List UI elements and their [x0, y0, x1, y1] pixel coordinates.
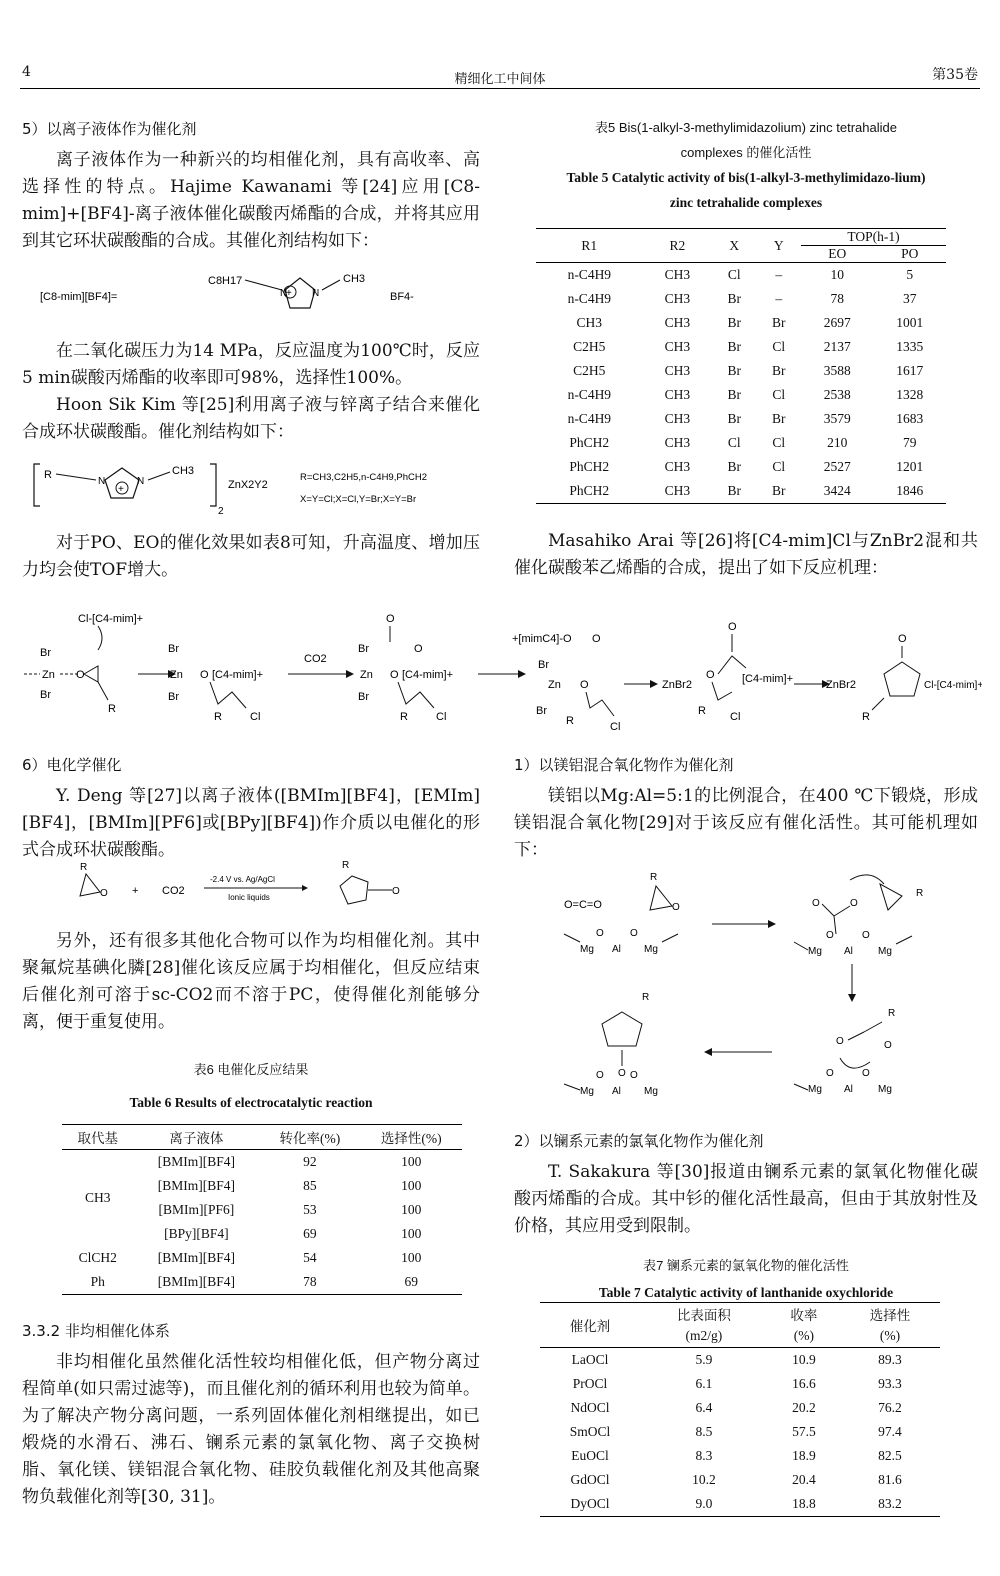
table-cell: – — [775, 291, 783, 306]
left-column-top — [22, 116, 480, 255]
table-cell: 3588 — [823, 363, 851, 378]
table-group-cell: CH3 — [62, 1150, 134, 1247]
table-cell: 18.8 — [768, 1492, 840, 1517]
table-cell: 2137 — [823, 339, 851, 354]
table-row — [540, 1396, 940, 1420]
mech-o: O — [728, 621, 737, 633]
mech-cl: Cl — [436, 711, 447, 723]
table-cell: 1846 — [874, 479, 946, 504]
table6-caption — [22, 1060, 480, 1112]
mech-o: O — [898, 633, 907, 645]
table-cell: LaOCl — [540, 1348, 640, 1373]
table-cell: [BPy][BF4] — [164, 1226, 229, 1241]
structure-c8mim-bf4 — [30, 262, 470, 322]
table-header-cell: 取代基 — [62, 1125, 134, 1150]
table-row — [536, 431, 946, 455]
svg-text:N: N — [98, 476, 106, 487]
table-cell: 18.9 — [792, 1448, 816, 1463]
section-5-heading: 5）以离子液体作为催化剂 — [22, 120, 197, 138]
ec-plus: + — [132, 885, 139, 897]
ec-condition-bottom: Ionic liquids — [228, 893, 270, 902]
table-cell: 82.5 — [878, 1448, 902, 1463]
table-cell: Br — [727, 339, 742, 354]
table-cell: 6.4 — [695, 1400, 713, 1415]
table-cell: 93.3 — [878, 1376, 902, 1391]
mg-mg: Mg — [878, 1084, 892, 1095]
table-cell: CH3 — [643, 263, 712, 288]
mg-o: O — [596, 928, 604, 939]
table-cell: Br — [727, 315, 742, 330]
table-cell: 81.6 — [878, 1472, 902, 1487]
svg-text:N: N — [312, 288, 320, 299]
structure-zinc-complex — [30, 456, 480, 520]
table-row — [540, 1444, 940, 1468]
table-cell: Cl — [712, 263, 757, 288]
section-1-heading: 1）以镁铝混合氧化物作为催化剂 — [514, 756, 734, 774]
table-cell: Br — [772, 411, 786, 426]
mg-o: O — [618, 1068, 626, 1079]
table-cell: 10.2 — [692, 1472, 716, 1487]
mech-zn: Zn — [548, 679, 561, 691]
table-cell: Ph — [62, 1270, 134, 1295]
table-row — [536, 287, 946, 311]
mg-o: O — [812, 898, 820, 909]
table-cell: 8.5 — [695, 1424, 713, 1439]
table-row — [62, 1246, 462, 1270]
table-cell: Br — [727, 387, 742, 402]
table-cell: 97.4 — [878, 1424, 902, 1439]
table-cell: 79 — [903, 435, 917, 450]
left-column-p2 — [22, 928, 480, 1036]
table-row — [536, 311, 946, 335]
table-cell: SmOCl — [569, 1424, 611, 1439]
mg-al: Al — [844, 946, 853, 957]
th-top: TOP(h-1) — [801, 229, 946, 246]
table-row — [62, 1150, 462, 1175]
mg-mg: Mg — [580, 944, 594, 955]
table-cell: 1617 — [896, 363, 924, 378]
table-cell: 92 — [259, 1150, 360, 1175]
th-catalyst: 催化剂 — [540, 1303, 640, 1348]
table-cell: 3424 — [801, 479, 873, 504]
structure-def-xy: X=Y=Cl;X=Cl,Y=Br;X=Y=Br — [300, 494, 417, 505]
table-cell: Br — [727, 363, 742, 378]
th-surface-area: 比表面积 — [640, 1303, 768, 1326]
ec-condition-top: -2.4 V vs. Ag/AgCl — [210, 875, 275, 884]
table-header-cell: 转化率(%) — [259, 1125, 360, 1150]
mech-zn: Zn — [360, 669, 373, 681]
table-cell: – — [757, 263, 802, 288]
table-cell: CH3 — [664, 339, 691, 354]
table-cell: 100 — [361, 1150, 462, 1175]
mech-c4mim: [C4-mim]+ — [742, 673, 794, 685]
table-cell: C2H5 — [573, 363, 606, 378]
mech-br: Br — [358, 643, 369, 655]
mech-br: Br — [536, 705, 547, 717]
table-cell: 210 — [827, 435, 848, 450]
table5-caption-en-2: zinc tetrahalide complexes — [669, 195, 823, 210]
table-cell: 53 — [303, 1202, 317, 1217]
table-cell: CH3 — [664, 411, 691, 426]
table-cell: DyOCl — [540, 1492, 640, 1517]
table-row — [536, 479, 946, 504]
th-y: Y — [757, 229, 802, 263]
table-cell: 1683 — [896, 411, 924, 426]
structure-zinc: ZnX2Y2 — [228, 479, 268, 491]
mg-r: R — [888, 1008, 896, 1019]
table-cell: [BMIm][BF4] — [134, 1270, 260, 1295]
structure-anion: BF4- — [390, 291, 414, 303]
table-5 — [536, 228, 946, 504]
th-r2: R2 — [643, 229, 712, 263]
mg-r: R — [642, 992, 650, 1003]
th-surface-area-unit: (m2/g) — [685, 1328, 723, 1343]
section-6-heading: 6）电化学催化 — [22, 756, 122, 774]
mg-mg: Mg — [644, 944, 658, 955]
mg-co2: O=C=O — [564, 899, 602, 911]
table5-caption-cn-1: 表5 Bis(1-alkyl-3-methylimidazolium) zinc tetrahalide — [595, 120, 897, 135]
mech-r: R — [214, 711, 222, 723]
svg-text:N: N — [137, 476, 145, 487]
table-cell: 2538 — [823, 387, 851, 402]
table-cell: 2697 — [823, 315, 851, 330]
left-column-electro — [22, 752, 480, 864]
table-cell: Br — [772, 363, 786, 378]
mech-r: R — [698, 705, 706, 717]
th-r1: R1 — [536, 229, 643, 263]
mg-o: O — [826, 930, 834, 941]
mg-al: Al — [612, 944, 621, 955]
svg-text:+: + — [286, 288, 292, 299]
table-cell: [BMIm][BF4] — [157, 1250, 235, 1265]
table-cell: 2527 — [823, 459, 851, 474]
mg-o: O — [862, 930, 870, 941]
table6-caption-en: Table 6 Results of electrocatalytic reaction — [129, 1095, 373, 1110]
table-6 — [62, 1124, 462, 1295]
mech-o: O — [386, 613, 395, 625]
ec-r: R — [342, 860, 350, 871]
table-cell: PhCH2 — [569, 459, 610, 474]
svg-text:O: O — [100, 888, 108, 899]
mech-znbr2: ZnBr2 — [826, 679, 856, 691]
mg-r: R — [650, 872, 658, 883]
mg-mg: Mg — [808, 1084, 822, 1095]
mg-o: O — [862, 1068, 870, 1079]
journal-title: 精细化工中间体 — [454, 72, 546, 87]
left-column-end — [22, 1318, 480, 1511]
th-selectivity-unit: (%) — [879, 1328, 901, 1343]
table5-caption-en-1: Table 5 Catalytic activity of bis(1-alkyl-3-methylimidazo-lium) — [566, 170, 926, 185]
table-header-cell: 离子液体 — [134, 1125, 260, 1150]
table-cell: n-C4H9 — [567, 411, 612, 426]
table-cell: Br — [727, 291, 742, 306]
right-column-lanthanide — [514, 1128, 978, 1240]
svg-text:N: N — [280, 288, 288, 299]
table-row — [62, 1270, 462, 1295]
table-cell: 9.0 — [640, 1492, 768, 1517]
table-row — [540, 1468, 940, 1492]
paragraph: 非均相催化虽然催化活性较均相催化低，但产物分离过程简单(如只需过滤等)，而且催化剂的循环利用也较为简单。为了解决产物分离问题，一系列固体催化剂相继提出，如已煅烧的水滑石、沸石、镧系元素的氯氧化物、离子交换树脂、氧化镁、镁铝混合氧化物、硅胶负载催化剂及其他高聚物负载催化剂等[30, 31]。 — [22, 1352, 480, 1507]
mg-o: O — [672, 902, 680, 913]
table6-caption-cn: 表6 电催化反应结果 — [193, 1062, 309, 1077]
mech-co2: CO2 — [304, 653, 327, 665]
table-cell: PhCH2 — [569, 435, 610, 450]
table-cell: CH3 — [664, 387, 691, 402]
paragraph: 离子液体作为一种新兴的均相催化剂，具有高收率、高选择性的特点。Hajime Kawanami 等[24]应用[C8-mim]+[BF4]-离子液体催化碳酸丙烯酯的合成，并将其应用到其它环状碳酸酯的合成。其催化剂结构如下： — [22, 150, 480, 251]
mech-zn: Zn — [170, 669, 183, 681]
table-cell: 20.4 — [792, 1472, 816, 1487]
table-cell: CH3 — [643, 479, 712, 504]
mech-catalyst: Cl-[C4-mim]+ — [78, 613, 144, 625]
mech-c4mim: [C4-mim]+ — [212, 669, 264, 681]
mech-r: R — [400, 711, 408, 723]
table-row — [540, 1348, 940, 1373]
table-cell: 100 — [401, 1250, 422, 1265]
table5-caption — [514, 118, 978, 212]
mech-cl: Cl — [610, 721, 621, 733]
svg-text:+: + — [118, 484, 124, 495]
table-cell: 1335 — [896, 339, 924, 354]
mech-o: O — [200, 669, 209, 681]
table-cell: 100 — [401, 1202, 422, 1217]
mech-o: O — [580, 679, 589, 691]
mech-o: O — [414, 643, 423, 655]
th-eo: EO — [828, 246, 847, 261]
paragraph: T. Sakakura 等[30]报道由镧系元素的氯氧化物催化碳酸丙烯酯的合成。其中钐的催化活性最高，但由于其放射性及价格，其应用受到限制。 — [514, 1162, 978, 1236]
table-cell: 83.2 — [840, 1492, 940, 1517]
mech-cl: Cl — [250, 711, 261, 723]
table-cell: CH3 — [664, 435, 691, 450]
table-cell: 20.2 — [792, 1400, 816, 1415]
paragraph: Hoon Sik Kim 等[25]利用离子液与锌离子结合来催化合成环状碳酸酯。催化剂结构如下： — [22, 395, 480, 442]
mg-r: R — [916, 888, 924, 899]
paragraph: Masahiko Arai 等[26]将[C4-mim]Cl与ZnBr2混和共催化碳酸苯乙烯酯的合成，提出了如下反应机理： — [514, 531, 978, 578]
mg-o: O — [826, 1068, 834, 1079]
th-x: X — [712, 229, 757, 263]
table-cell: Br — [712, 479, 757, 504]
table-row — [536, 407, 946, 431]
table-cell: PrOCl — [572, 1376, 608, 1391]
table-row — [540, 1420, 940, 1444]
table-cell: CH3 — [664, 363, 691, 378]
table-cell: Br — [757, 479, 802, 504]
table-cell: n-C4H9 — [567, 387, 612, 402]
electro-svg — [60, 856, 480, 912]
mech-cl: Cl — [730, 711, 741, 723]
mg-o: O — [836, 1036, 844, 1047]
table-cell: [BMIm][PF6] — [158, 1202, 235, 1217]
mech-br: Br — [168, 643, 179, 655]
mg-mg: Mg — [644, 1086, 658, 1097]
table7-caption-cn: 表7 镧系元素的氯氧化物的催化活性 — [643, 1258, 849, 1273]
imidazolium-zinc-structure — [30, 456, 480, 520]
right-column-mid — [514, 752, 978, 864]
table-cell: 69 — [361, 1270, 462, 1295]
table-cell: n-C4H9 — [567, 291, 612, 306]
table-row — [540, 1492, 940, 1517]
mech-br: Br — [538, 659, 549, 671]
paragraph: Y. Deng 等[27]以离子液体([BMIm][BF4]，[EMIm][BF4]，[BMIm][PF6]或[BPy][BF4])作介质以电催化的形式合成环状碳酸酯。 — [22, 786, 480, 860]
left-column-mid — [22, 338, 480, 446]
structure-r: R — [44, 469, 52, 481]
table-cell: 54 — [303, 1250, 317, 1265]
imidazolium-structure-1 — [30, 262, 470, 322]
table-cell: 1201 — [896, 459, 924, 474]
table-cell: [BMIm][BF4] — [134, 1150, 260, 1175]
table7-caption-en: Table 7 Catalytic activity of lanthanide oxychloride — [598, 1285, 894, 1300]
mg-o: O — [850, 898, 858, 909]
th-selectivity: 选择性 — [840, 1303, 940, 1326]
table5-caption-cn-2: complexes 的催化活性 — [680, 145, 812, 160]
table-cell: CH3 — [664, 315, 691, 330]
table-cell: EuOCl — [571, 1448, 609, 1463]
volume-label: 第35卷 — [932, 67, 978, 83]
section-332-heading: 3.3.2 非均相催化体系 — [22, 1322, 170, 1340]
table-cell: NdOCl — [570, 1400, 610, 1415]
table-cell: 89.3 — [840, 1348, 940, 1373]
th-po: PO — [901, 246, 919, 261]
table-cell: Cl — [772, 459, 786, 474]
page-header — [20, 62, 980, 89]
table-cell: 100 — [401, 1178, 422, 1193]
table-cell: CH3 — [664, 291, 691, 306]
table-row — [536, 383, 946, 407]
table-cell: 10 — [801, 263, 873, 288]
table-cell: 57.5 — [792, 1424, 816, 1439]
electrochemical-scheme — [60, 856, 480, 912]
table-cell: 69 — [303, 1226, 317, 1241]
table-cell: [BMIm][BF4] — [157, 1178, 235, 1193]
table-cell: n-C4H9 — [536, 263, 643, 288]
table-cell: 5.9 — [640, 1348, 768, 1373]
reaction-mechanism-scheme — [18, 608, 982, 736]
table-cell: PhCH2 — [536, 479, 643, 504]
section-2-heading: 2）以镧系元素的氯氧化物作为催化剂 — [514, 1132, 764, 1150]
mech-o: O — [390, 669, 399, 681]
mech-zn: Zn — [42, 669, 55, 681]
mech-r: R — [108, 703, 116, 715]
ec-co2: CO2 — [162, 885, 185, 897]
mech-o: O — [76, 669, 85, 681]
paragraph: 另外，还有很多其他化合物可以作为均相催化剂。其中聚氟烷基碘化膦[28]催化该反应属于均相催化，但反应结束后催化剂可溶于sc-CO2而不溶于PC，使得催化剂能够分离，便于重复使用。 — [22, 931, 480, 1032]
table-cell: CH3 — [664, 459, 691, 474]
table-cell: 8.3 — [695, 1448, 713, 1463]
table-cell: Cl — [727, 435, 741, 450]
svg-text:O: O — [392, 886, 400, 897]
mech-br: Br — [358, 691, 369, 703]
table-cell: Cl — [772, 387, 786, 402]
ec-r: R — [80, 862, 88, 873]
left-column-p4 — [22, 530, 480, 584]
mech-r: R — [566, 715, 574, 727]
mg-al: Al — [844, 1084, 853, 1095]
table-cell: ClCH2 — [78, 1250, 117, 1265]
table-cell: 3579 — [823, 411, 851, 426]
table-row — [536, 455, 946, 479]
table-cell: 16.6 — [792, 1376, 816, 1391]
paragraph: 镁铝以Mg:Al=5:1的比例混合，在400 ℃下锻烧，形成镁铝混合氧化物[29]对于该反应有催化活性。其可能机理如下： — [514, 786, 978, 860]
table-cell: 37 — [903, 291, 917, 306]
mech-mimc4: +[mimC4]-O — [512, 633, 572, 645]
table-cell: Cl — [772, 435, 786, 450]
mech-br: Br — [168, 691, 179, 703]
paragraph: 在二氧化碳压力为14 MPa，反应温度为100℃时，反应5 min碳酸丙烯酯的收率即可98%，选择性100%。 — [22, 341, 480, 388]
mech-br: Br — [40, 647, 51, 659]
table-cell: 78 — [830, 291, 845, 306]
mg-o: O — [630, 928, 638, 939]
table-cell: 5 — [874, 263, 946, 288]
table-row — [536, 335, 946, 359]
table-cell: 78 — [259, 1270, 360, 1295]
structure-subscript: 2 — [218, 506, 224, 517]
table-cell: Br — [727, 411, 742, 426]
mgal-svg — [550, 862, 980, 1098]
table-row — [536, 263, 946, 288]
table7-caption — [514, 1256, 978, 1302]
table-7 — [540, 1302, 940, 1517]
th-yield-unit: (%) — [793, 1328, 815, 1343]
table-cell: Cl — [772, 339, 786, 354]
table-cell: 6.1 — [695, 1376, 713, 1391]
mg-o: O — [630, 1070, 638, 1081]
table-cell: C2H5 — [573, 339, 606, 354]
table-cell: GdOCl — [570, 1472, 610, 1487]
table-cell: 1001 — [896, 315, 924, 330]
mech-br: Br — [40, 689, 51, 701]
paragraph: 对于PO、EO的催化效果如表8可知，升高温度、增加压力均会使TOF增大。 — [22, 533, 480, 580]
structure-def-r: R=CH3,C2H5,n-C4H9,PhCH2 — [300, 472, 427, 483]
structure-methyl: CH3 — [343, 273, 366, 285]
mg-mg: Mg — [580, 1086, 594, 1097]
table-cell: CH3 — [576, 315, 603, 330]
table-cell: Br — [727, 459, 742, 474]
table-cell: 85 — [303, 1178, 317, 1193]
mech-znbr2: ZnBr2 — [662, 679, 692, 691]
structure-methyl-2: CH3 — [172, 465, 195, 477]
table-row — [536, 359, 946, 383]
mech-o: O — [592, 633, 601, 645]
structure-label: [C8-mim][BF4]= — [40, 291, 118, 303]
mg-o: O — [884, 1040, 892, 1051]
table-cell: 100 — [401, 1226, 422, 1241]
structure-chain: C8H17 — [208, 275, 243, 287]
mech-c4mim: [C4-mim]+ — [402, 669, 454, 681]
table-cell: Br — [772, 315, 786, 330]
mg-mg: Mg — [808, 946, 822, 957]
mech-o: O — [706, 669, 715, 681]
mg-o: O — [596, 1070, 604, 1081]
mg-mg: Mg — [878, 946, 892, 957]
table-row — [540, 1372, 940, 1396]
mg-al: Al — [612, 1086, 621, 1097]
mech-final-catalyst: Cl-[C4-mim]+ — [924, 680, 982, 691]
mechanism-svg — [18, 608, 982, 736]
mech-r: R — [862, 711, 870, 723]
table-cell: 10.9 — [768, 1348, 840, 1373]
table-cell: 1328 — [896, 387, 924, 402]
page-number: 4 — [22, 64, 31, 80]
right-column-top — [514, 528, 978, 582]
th-yield: 收率 — [768, 1303, 840, 1326]
mgal-mechanism-scheme — [550, 862, 980, 1098]
table-header-cell: 选择性(%) — [361, 1125, 462, 1150]
table-cell: 76.2 — [878, 1400, 902, 1415]
